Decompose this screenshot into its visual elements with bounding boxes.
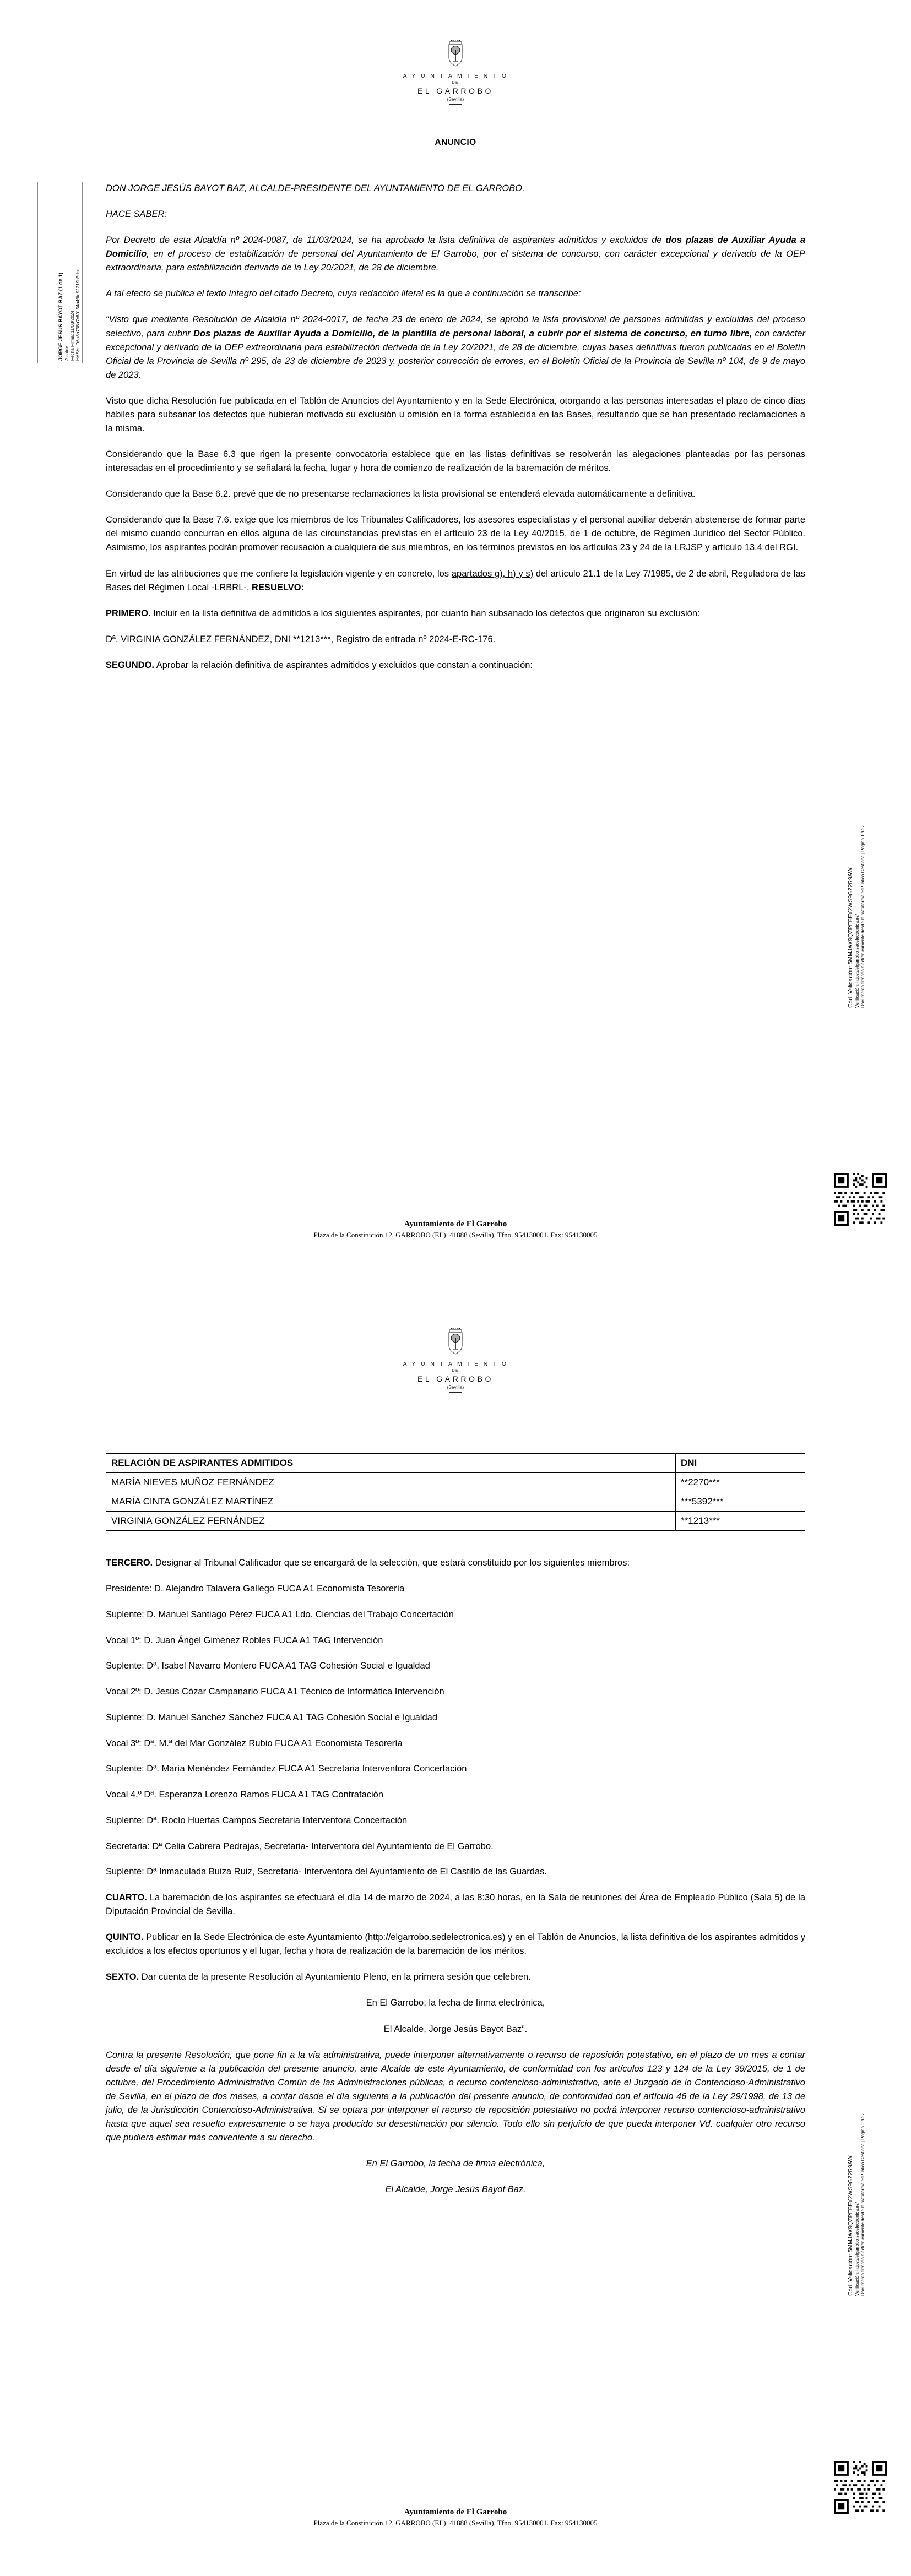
tribunal-member: Suplente: Dª. Rocío Huertas Campos Secretaria Interventora Concertación <box>106 1815 408 1825</box>
crest-line-de: DE <box>452 1369 459 1373</box>
verification-block-page2 <box>847 1965 886 2296</box>
cuarto-text: La baremación de los aspirantes se efectuará el día 14 de marzo de 2024, a las 8:30 horas, en la Sala de reuniones del Área de Empleado Público (Sala 5) de la Diputación Provincial de Sevilla. <box>106 1893 805 1917</box>
verification-platform-page1: Documento firmado electrónicamente desde la plataforma esPublico Gestiona | Página 1 de 2 <box>860 824 866 1008</box>
footer-address: Plaza de la Constitución 12, GARROBO (EL). 41888 (Sevilla). Tfno. 954130001. Fax: 954130005 <box>313 2519 598 2527</box>
crest-line-sevilla: (Sevilla) <box>447 97 464 102</box>
table-row <box>106 1473 805 1492</box>
segundo-text: Aprobar la relación definitiva de aspirantes admitidos y excluidos que constan a continuación: <box>154 660 533 670</box>
qr-code-page2 <box>834 2461 887 2514</box>
signature-stamp-page1 <box>37 182 83 363</box>
tribunal-member: Vocal 4.º Dª. Esperanza Lorenzo Ramos FUCA A1 TAG Contratación <box>106 1790 384 1800</box>
sign-place-2: En El Garrobo, la fecha de firma electrónica, <box>366 2159 545 2169</box>
signature-stamp-name: JORGE JESUS BAYOT BAZ (1 de 1) <box>58 272 64 361</box>
decreto-text-b: , en el proceso de estabilización de personal del Ayuntamiento de El Garrobo, por el sistema de concurso, con carácter excepcional y derivado de la OEP extraordinaria, para estabilización derivada de la Ley 20/2021, de 28 de diciembre. <box>106 249 805 273</box>
sexto-label: SEXTO. <box>106 1972 139 1982</box>
admitted-applicants-table <box>106 1453 805 1531</box>
applicant-name: MARÍA CINTA GONZÁLEZ MARTÍNEZ <box>106 1492 676 1512</box>
signature-stamp-date: Fecha Firma: 11/03/2024 <box>70 311 75 361</box>
document-page-2 <box>0 1288 911 2576</box>
tribunal-member: Secretaria: Dª Celia Cabrera Pedrajas, Secretaria- Interventora del Ayuntamiento de El Garrobo. <box>106 1841 494 1851</box>
virtud-text-a: En virtud de las atribuciones que me confiere la legislación vigente y en concreto, los <box>106 568 452 579</box>
tribunal-members-list <box>106 1582 805 1879</box>
verification-block-page1 <box>847 677 886 1008</box>
decreto-plazas-bold: dos plazas de Auxiliar Ayuda a Domicilio <box>106 235 805 259</box>
crest-line-el-garrobo: EL GARROBO <box>417 1374 494 1383</box>
verification-url: Verificación: https://elgarrobo.sedelectronica.es/ <box>854 2202 860 2296</box>
visto-text-b: con carácter excepcional y derivado de la OEP extraordinaria para estabilización derivada de la Ley 20/2021, de 28 de diciembre, cuyas bases definitivas fueron publicadas en el Boletín Oficial de la Provincia de Sevilla nº 295, de 23 de diciembre de 2023 y, posterior corrección de errores, en el Boletín Oficial de la Provincia de Sevilla nº 104, de 9 de mayo de 2023. <box>106 328 805 380</box>
verification-platform-page2: Documento firmado electrónicamente desde la plataforma esPublico Gestiona | Página 2 de 2 <box>860 2112 866 2296</box>
tribunal-member: Suplente: Dª Inmaculada Buiza Ruiz, Secretaria- Interventora del Ayuntamiento de El Castillo de las Guardas. <box>106 1867 547 1877</box>
signature-stamp-role: Alcalde <box>64 346 69 361</box>
table-row <box>106 1492 805 1512</box>
visto-plazas-bold: Dos plazas de Auxiliar Ayuda a Domicilio, de la plantilla de personal laboral, a cubrir por el sistema de concurso, en turno libre, <box>193 328 752 339</box>
crest-line-ayuntamiento: A Y U N T A M I E N T O <box>403 1361 508 1367</box>
tribunal-member: Vocal 1º: D. Juan Ángel Giménez Robles FUCA A1 TAG Intervención <box>106 1635 383 1645</box>
segundo-label: SEGUNDO. <box>106 660 155 670</box>
quinto-text-a: Publicar en la Sede Electrónica de este Ayuntamiento ( <box>143 1932 368 1943</box>
paragraph-sexto <box>106 1970 805 1984</box>
verification-code: Cód. Validación: 5MMJAX9QZPEFFY2WS9GZ2R9AW <box>847 867 854 1008</box>
tribunal-member: Presidente: D. Alejandro Talavera Gallego FUCA A1 Economista Tesorería <box>106 1584 405 1594</box>
paragraph-primero <box>106 607 805 621</box>
crest-line-sevilla: (Sevilla) <box>447 1385 464 1390</box>
tribunal-member: Suplente: D. Manuel Sánchez Sánchez FUCA A1 TAG Cohesión Social e Igualdad <box>106 1712 438 1722</box>
verification-url: Verificación: https://elgarrobo.sedelectronica.es/ <box>854 914 860 1008</box>
footer-municipality: Ayuntamiento de El Garrobo <box>404 2508 507 2517</box>
coat-of-arms-icon <box>446 40 465 69</box>
decreto-text-a: Por Decreto de esta Alcaldía nº 2024-0087, de 11/03/2024, se ha aprobado la lista definitiva de aspirantes admitidos y excluidos de <box>106 235 666 246</box>
applicant-dni: ***5392*** <box>676 1492 805 1512</box>
quinto-label: QUINTO. <box>106 1932 144 1943</box>
crest-line-el-garrobo: EL GARROBO <box>417 86 494 95</box>
primero-label: PRIMERO. <box>106 608 151 618</box>
sign-name-1: El Alcalde, Jorge Jesús Bayot Baz”. <box>383 2024 528 2034</box>
table-header-name: RELACIÓN DE ASPIRANTES ADMITIDOS <box>106 1454 676 1473</box>
page-title: ANUNCIO <box>435 138 476 147</box>
crest-divider <box>449 104 462 105</box>
paragraph-base-6-3: Considerando que la Base 6.3 que rigen la presente convocatoria establece que en las listas definitivas se resolverán las alegaciones planteadas por las personas interesadas en el procedimiento y se señalará la fecha, lugar y hora de comienzo de realización de la baremación de méritos. <box>106 449 805 474</box>
virtud-text-b: del artículo 21.1 de la Ley 7/1985, de 2 de abril, Reguladora de las Bases del Régimen Local -LRBRL-, <box>106 568 805 593</box>
intro-heading: DON JORGE JESÚS BAYOT BAZ, ALCALDE-PRESIDENTE DEL AYUNTAMIENTO DE EL GARROBO. <box>106 183 525 193</box>
applicant-name: VIRGINIA GONZÁLEZ FERNÁNDEZ <box>106 1512 676 1531</box>
sign-name-2: El Alcalde, Jorge Jesús Bayot Baz. <box>385 2184 526 2195</box>
paragraph-tablon: Visto que dicha Resolución fue publicada en el Tablón de Anuncios del Ayuntamiento y en la Sede Electrónica, otorgando a las personas interesadas el plazo de cinco días hábiles para subsanar los defectos que hubieran motivado su exclusión u omisión en la forma establecida en las Bases, resultando que se han presentado reclamaciones a la misma. <box>106 395 805 434</box>
tribunal-member: Suplente: D. Manuel Santiago Pérez FUCA A1 Ldo. Ciencias del Trabajo Concertación <box>106 1609 454 1619</box>
paragraph-visto-resolucion <box>106 313 805 382</box>
table-header-row <box>106 1454 805 1473</box>
table-row <box>106 1512 805 1531</box>
coat-of-arms-icon <box>446 1328 465 1357</box>
tribunal-member: Vocal 2º: D. Jesús Cózar Campanario FUCA A1 Técnico de Informática Intervención <box>106 1687 444 1697</box>
applicant-dni: **2270*** <box>676 1473 805 1492</box>
tribunal-member: Suplente: Dª. María Menéndez Fernández FUCA A1 Secretaria Interventora Concertación <box>106 1764 467 1774</box>
paragraph-base-7-6: Considerando que la Base 7.6. exige que los miembros de los Tribunales Calificadores, los asesores especialistas y el personal auxiliar deberán abstenerse de formar parte del mismo cuando concurran en ellos alguna de las circunstancias previstas en el artículo 23 de la Ley 40/2015, de 1 de octubre, de Régimen Jurídico del Sector Público. Asimismo, los aspirantes podrán promover recusación a cualquiera de sus miembros, en los términos previstos en los artículos 23 y 24 de la LRJSP y artículo 13.4 del RGI. <box>106 515 805 553</box>
verification-code: Cód. Validación: 5MMJAX9QZPEFFY2WS9GZ2R9AW <box>847 2155 854 2296</box>
footer-municipality: Ayuntamiento de El Garrobo <box>404 1220 507 1229</box>
paragraph-cuarto <box>106 1891 805 1919</box>
paragraph-segundo <box>106 659 805 672</box>
page1-body <box>106 182 805 684</box>
sede-electronica-link[interactable]: http://elgarrobo.sedelectronica.es <box>368 1932 502 1943</box>
crest-line-ayuntamiento: A Y U N T A M I E N T O <box>403 73 508 79</box>
quinto-text-b: ) y en el Tablón de Anuncios, la lista definitiva de los aspirantes admitidos y excluidos a los efectos oportunos y el lugar, fecha y hora de realización de la baremación de los méritos. <box>106 1932 805 1957</box>
municipal-crest-page2 <box>0 1328 911 1393</box>
sign-place-1: En El Garrobo, la fecha de firma electrónica, <box>366 1998 545 2008</box>
table-header-dni: DNI <box>676 1454 805 1473</box>
paragraph-base-6-2: Considerando que la Base 6.2. prevé que de no presentarse reclamaciones la lista provisional se entenderá elevada automáticamente a definitiva. <box>106 489 696 499</box>
footer-address: Plaza de la Constitución 12, GARROBO (EL). 41888 (Sevilla). Tfno. 954130001. Fax: 954130005 <box>313 1231 598 1239</box>
paragraph-quinto <box>106 1931 805 1958</box>
applicant-dni: **1213*** <box>676 1512 805 1531</box>
paragraph-transcribe: A tal efecto se publica el texto íntegro del citado Decreto, cuya redacción literal es la que a continuación se transcribe: <box>106 289 581 299</box>
resuelvo-label: RESUELVO: <box>252 582 305 593</box>
crest-divider <box>449 1392 462 1393</box>
sexto-text: Dar cuenta de la presente Resolución al Ayuntamiento Pleno, en la primera sesión que celebren. <box>139 1972 531 1982</box>
tribunal-member: Suplente: Dª. Isabel Navarro Montero FUCA A1 TAG Cohesión Social e Igualdad <box>106 1661 430 1671</box>
page2-body <box>106 1451 805 2209</box>
crest-line-de: DE <box>452 81 459 85</box>
virtud-apartados-underline: apartados g), h) y s) <box>451 568 534 579</box>
paragraph-decreto <box>106 233 805 275</box>
tribunal-member: Vocal 3º: Dª. M.ª del Mar González Rubio FUCA A1 Economista Tesorería <box>106 1738 403 1748</box>
tercero-text: Designar al Tribunal Calificador que se encargará de la selección, que estará constituido por los siguientes miembros: <box>153 1558 630 1568</box>
visto-text-a: “Visto que mediante Resolución de Alcaldía nº 2024-0017, de fecha 23 de enero de 2024, se aprobó la lista provisional de personas admitidas y excluidas del proceso selectivo, para cubrir <box>106 314 805 339</box>
cuarto-label: CUARTO. <box>106 1893 147 1903</box>
hace-saber: HACE SABER: <box>106 209 167 220</box>
paragraph-en-virtud <box>106 567 805 595</box>
paragraph-tercero <box>106 1556 805 1570</box>
paragraph-primero-item: Dª. VIRGINIA GONZÁLEZ FERNÁNDEZ, DNI **1213***, Registro de entrada nº 2024-E-RC-176. <box>106 634 496 644</box>
primero-text: Incluir en la lista definitiva de admitidos a los siguientes aspirantes, por cuanto han subsanado los defectos que originaron su exclusión: <box>150 608 700 618</box>
page-footer-2 <box>106 2502 805 2528</box>
page-footer-1 <box>106 1214 805 1240</box>
applicant-name: MARÍA NIEVES MUÑOZ FERNÁNDEZ <box>106 1473 676 1492</box>
signature-stamp-hash: HASH: f06a8b738a7c80154a49fe92219b5dce <box>75 268 80 361</box>
municipal-crest <box>0 40 911 105</box>
qr-code-page1 <box>834 1173 887 1226</box>
paragraph-recurso: Contra la presente Resolución, que pone fin a la vía administrativa, puede interponer alternativamente o recurso de reposición potestativo, en el plazo de un mes a contar desde el día siguiente a la publicación del presente anuncio, ante Alcalde de este Ayuntamiento, de conformidad con los artículos 123 y 124 de la Ley 39/2015, de 1 de octubre, del Procedimiento Administrativo Común de las Administraciones públicas, o recurso contencioso-administrativo, ante el Juzgado de lo Contencioso-Administrativo de Sevilla, en el plazo de dos meses, a contar desde el día siguiente a la publicación del presente anuncio, de conformidad con el artículo 46 de la Ley 29/1998, de 13 de julio, de la Jurisdicción Contencioso-Administrativa. Si se optara por interponer el recurso de reposición potestativo no podrá interponer recurso contencioso-administrativo hasta que aquel sea resuelto expresamente o se haya producido su desestimación por silencio. Todo ello sin perjuicio de que pueda interponer Vd. cualquier otro recurso que pudiera estimar más conveniente a su derecho. <box>106 2050 805 2143</box>
tercero-label: TERCERO. <box>106 1558 153 1568</box>
